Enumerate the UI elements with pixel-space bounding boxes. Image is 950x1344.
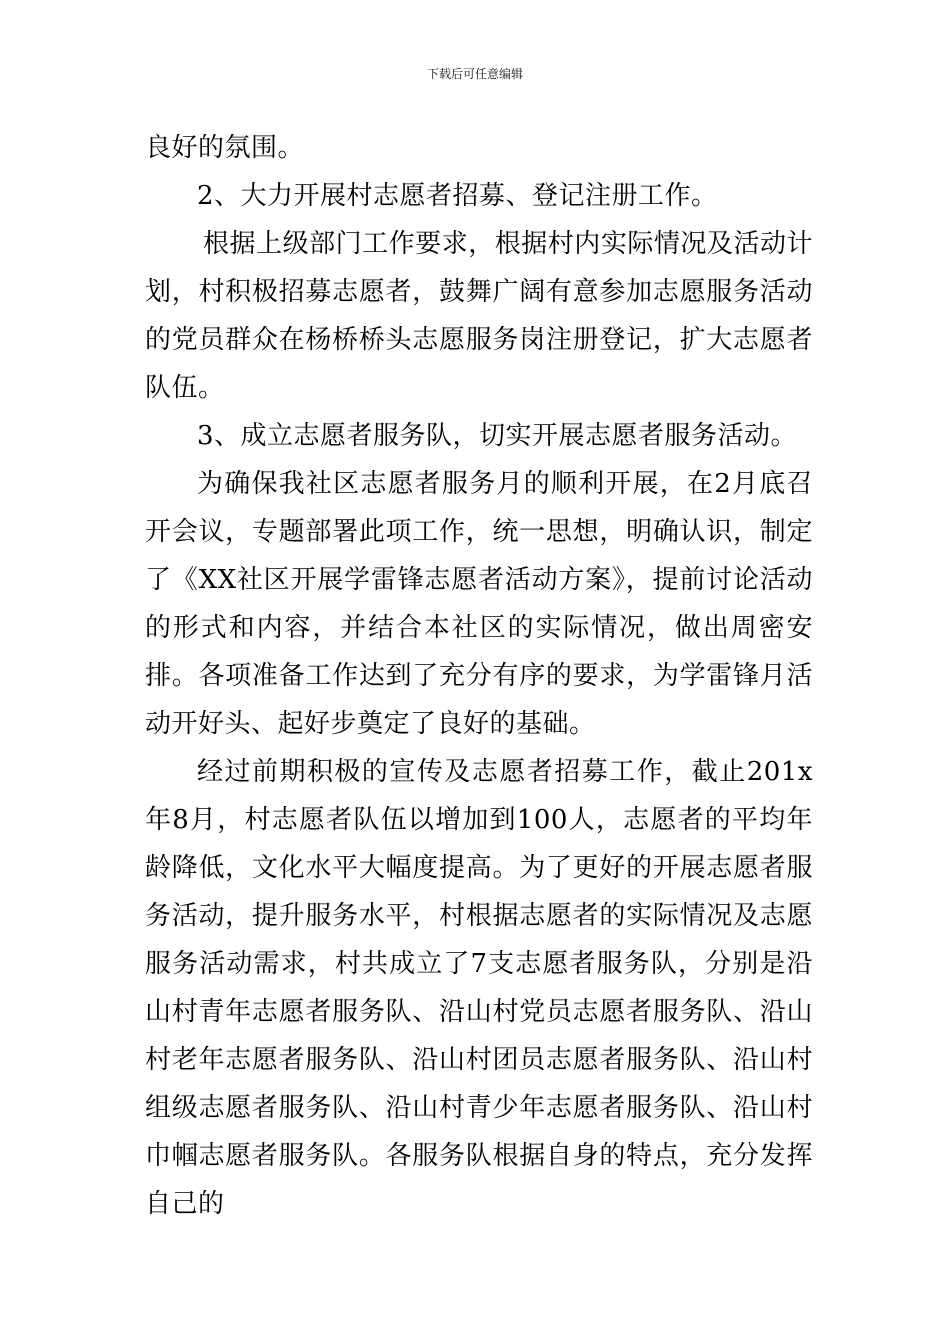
paragraph-recruitment: 根据上级部门工作要求，根据村内实际情况及活动计划，村积极招募志愿者，鼓舞广阔有意参加志愿服务活动的党员群众在杨桥桥头志愿服务岗注册登记，扩大志愿者队伍。 xyxy=(145,229,813,403)
document-body xyxy=(145,124,813,1228)
paragraph-continuation: 良好的氛围。 xyxy=(145,133,305,163)
section-heading-2: 2、大力开展村志愿者招募、登记注册工作。 xyxy=(197,181,718,211)
section-heading-3: 3、成立志愿者服务队，切实开展志愿者服务活动。 xyxy=(197,421,798,451)
paragraph-service-teams: 经过前期积极的宣传及志愿者招募工作，截止201x年8月，村志愿者队伍以增加到100人，志愿者的平均年龄降低，文化水平大幅度提高。为了更好的开展志愿者服务活动，提升服务水平，村根据志愿者的实际情况及志愿服务活动需求，村共成立了7支志愿者服务队，分别是沿山村青年志愿者服务队、沿山村党员志愿者服务队、沿山村老年志愿者服务队、沿山村团员志愿者服务队、沿山村组级志愿者服务队、沿山村青少年志愿者服务队、沿山村巾帼志愿者服务队。各服务队根据自身的特点，充分发挥自己的 xyxy=(145,757,813,1219)
page-header-note: 下载后可任意编辑 xyxy=(426,67,523,81)
paragraph-preparation: 为确保我社区志愿者服务月的顺利开展，在2月底召开会议，专题部署此项工作，统一思想，明确认识，制定了《XX社区开展学雷锋志愿者活动方案》，提前讨论活动的形式和内容，并结合本社区的实际情况，做出周密安排。各项准备工作达到了充分有序的要求，为学雷锋月活动开好头、起好步奠定了良好的基础。 xyxy=(145,469,813,739)
